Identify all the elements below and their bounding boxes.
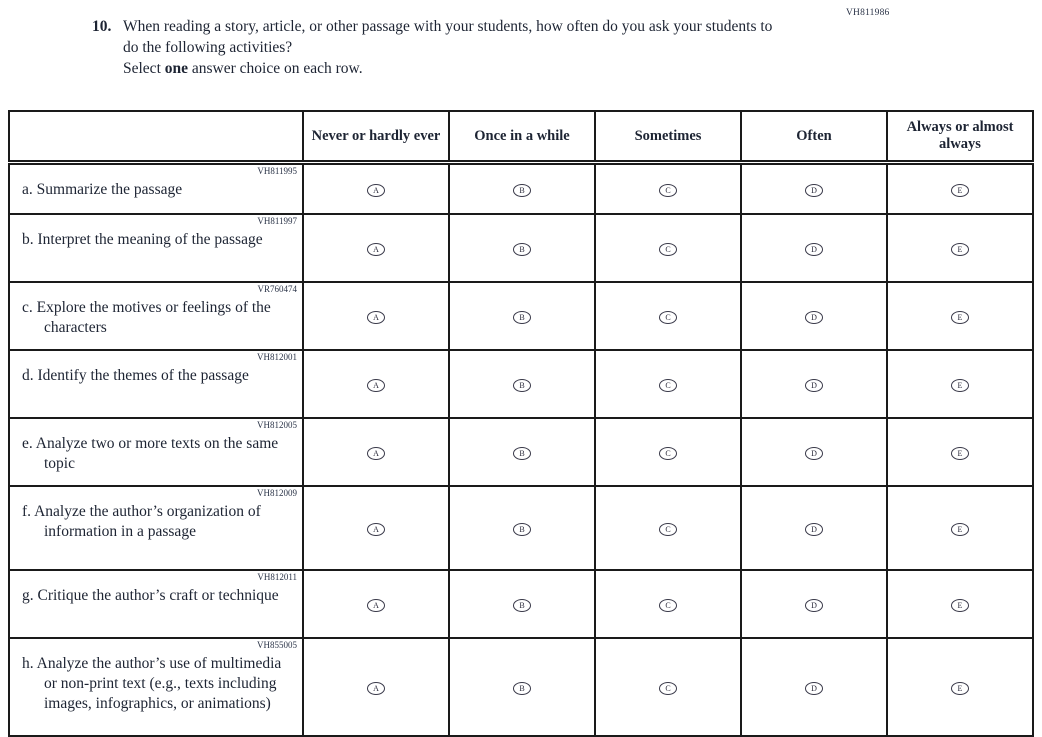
row-letter: h.: [22, 654, 34, 672]
row-item-code: VH855005: [257, 640, 297, 650]
answer-cell-c-A: [303, 282, 449, 350]
answer-bubble-d-D[interactable]: D: [805, 379, 823, 392]
answer-cell-a-B: [449, 163, 595, 215]
answer-bubble-c-A[interactable]: A: [367, 311, 385, 324]
answer-bubble-a-B[interactable]: B: [513, 184, 531, 197]
instruction-prefix: Select: [123, 60, 165, 77]
row-label-cell: [9, 570, 303, 638]
answer-bubble-h-D[interactable]: D: [805, 682, 823, 695]
table-row-a: [9, 163, 1033, 215]
answer-cell-h-C: [595, 638, 741, 736]
row-label: [10, 295, 302, 344]
answer-bubble-a-A[interactable]: A: [367, 184, 385, 197]
answer-cell-e-A: [303, 418, 449, 486]
answer-bubble-d-B[interactable]: B: [513, 379, 531, 392]
answer-cell-g-C: [595, 570, 741, 638]
matrix-header-row: [9, 111, 1033, 163]
row-letter: e.: [22, 434, 33, 452]
answer-cell-d-C: [595, 350, 741, 418]
answer-cell-c-D: [741, 282, 887, 350]
column-header: Sometimes: [595, 111, 741, 163]
row-label: [10, 651, 302, 720]
column-header: Never or hardly ever: [303, 111, 449, 163]
row-label-text: Explore the motives or feelings of the characters: [36, 298, 271, 337]
row-letter: f.: [22, 502, 32, 520]
row-label-cell: [9, 163, 303, 215]
row-label: [10, 431, 302, 480]
row-letter: a.: [22, 180, 33, 198]
row-label: [10, 177, 302, 206]
row-label: [10, 363, 302, 392]
answer-cell-f-D: [741, 486, 887, 570]
answer-bubble-e-D[interactable]: D: [805, 447, 823, 460]
table-row-f: [9, 486, 1033, 570]
answer-matrix-table: [8, 110, 1034, 737]
answer-bubble-c-B[interactable]: B: [513, 311, 531, 324]
matrix-corner-cell: [9, 111, 303, 163]
answer-cell-c-C: [595, 282, 741, 350]
row-label-cell: [9, 638, 303, 736]
answer-cell-e-C: [595, 418, 741, 486]
answer-bubble-g-D[interactable]: D: [805, 599, 823, 612]
row-label: [10, 227, 302, 256]
page-accession-code: VH811986: [846, 8, 890, 18]
answer-bubble-d-E[interactable]: E: [951, 379, 969, 392]
row-letter: d.: [22, 366, 34, 384]
table-row-g: [9, 570, 1033, 638]
question-instruction: [123, 60, 363, 78]
answer-cell-a-D: [741, 163, 887, 215]
row-letter: g.: [22, 586, 34, 604]
row-label-text: Analyze the author’s organization of information in a passage: [34, 502, 261, 541]
row-item-code: VH812009: [257, 488, 297, 498]
table-row-b: [9, 214, 1033, 282]
row-label-text: Summarize the passage: [36, 180, 183, 198]
answer-bubble-g-E[interactable]: E: [951, 599, 969, 612]
table-row-h: [9, 638, 1033, 736]
answer-bubble-h-E[interactable]: E: [951, 682, 969, 695]
answer-cell-b-A: [303, 214, 449, 282]
answer-bubble-b-C[interactable]: C: [659, 243, 677, 256]
answer-cell-d-D: [741, 350, 887, 418]
row-item-code: VH811995: [257, 166, 297, 176]
column-header: Often: [741, 111, 887, 163]
answer-cell-f-B: [449, 486, 595, 570]
row-label-text: Analyze two or more texts on the same topic: [35, 434, 279, 473]
question-text: When reading a story, article, or other passage with your students, how often do you ask your students to do the following activities?: [123, 18, 773, 56]
row-label-cell: [9, 418, 303, 486]
answer-bubble-f-A[interactable]: A: [367, 523, 385, 536]
table-row-e: [9, 418, 1033, 486]
answer-bubble-c-C[interactable]: C: [659, 311, 677, 324]
row-label-text: Analyze the author’s use of multimedia or non-print text (e.g., texts including images, infographics, or animations): [36, 654, 282, 713]
answer-cell-b-C: [595, 214, 741, 282]
row-label-text: Identify the themes of the passage: [37, 366, 249, 384]
answer-bubble-f-E[interactable]: E: [951, 523, 969, 536]
matrix-body: [9, 163, 1033, 737]
row-item-code: VH811997: [257, 216, 297, 226]
answer-cell-h-B: [449, 638, 595, 736]
column-header: Once in a while: [449, 111, 595, 163]
row-label-cell: [9, 214, 303, 282]
row-item-code: VH812011: [257, 572, 297, 582]
answer-bubble-b-E[interactable]: E: [951, 243, 969, 256]
answer-bubble-e-C[interactable]: C: [659, 447, 677, 460]
row-label: [10, 499, 302, 548]
row-label-cell: [9, 282, 303, 350]
table-row-c: [9, 282, 1033, 350]
answer-cell-f-C: [595, 486, 741, 570]
row-letter: c.: [22, 298, 33, 316]
answer-bubble-b-B[interactable]: B: [513, 243, 531, 256]
answer-bubble-b-D[interactable]: D: [805, 243, 823, 256]
answer-cell-g-E: [887, 570, 1033, 638]
answer-bubble-d-A[interactable]: A: [367, 379, 385, 392]
row-item-code: VH812005: [257, 420, 297, 430]
instruction-bold-word: one: [164, 60, 188, 77]
answer-cell-e-B: [449, 418, 595, 486]
answer-bubble-f-D[interactable]: D: [805, 523, 823, 536]
answer-bubble-g-C[interactable]: C: [659, 599, 677, 612]
answer-bubble-e-B[interactable]: B: [513, 447, 531, 460]
answer-bubble-h-B[interactable]: B: [513, 682, 531, 695]
answer-cell-a-C: [595, 163, 741, 215]
row-letter: b.: [22, 230, 34, 248]
row-label-text: Interpret the meaning of the passage: [37, 230, 263, 248]
answer-cell-e-D: [741, 418, 887, 486]
answer-cell-c-B: [449, 282, 595, 350]
answer-bubble-e-A[interactable]: A: [367, 447, 385, 460]
answer-bubble-e-E[interactable]: E: [951, 447, 969, 460]
answer-cell-h-D: [741, 638, 887, 736]
answer-bubble-f-C[interactable]: C: [659, 523, 677, 536]
answer-cell-d-E: [887, 350, 1033, 418]
answer-cell-d-B: [449, 350, 595, 418]
answer-cell-a-E: [887, 163, 1033, 215]
row-label-cell: [9, 486, 303, 570]
answer-cell-h-A: [303, 638, 449, 736]
answer-cell-a-A: [303, 163, 449, 215]
column-header: Always or almost always: [887, 111, 1033, 163]
answer-bubble-a-E[interactable]: E: [951, 184, 969, 197]
answer-cell-b-E: [887, 214, 1033, 282]
row-label: [10, 583, 302, 612]
answer-bubble-h-C[interactable]: C: [659, 682, 677, 695]
answer-cell-e-E: [887, 418, 1033, 486]
answer-cell-g-A: [303, 570, 449, 638]
answer-cell-d-A: [303, 350, 449, 418]
answer-bubble-g-A[interactable]: A: [367, 599, 385, 612]
answer-bubble-b-A[interactable]: A: [367, 243, 385, 256]
answer-cell-b-D: [741, 214, 887, 282]
row-item-code: VR760474: [257, 284, 297, 294]
row-label-text: Critique the author’s craft or technique: [37, 586, 279, 604]
row-label-cell: [9, 350, 303, 418]
answer-bubble-c-E[interactable]: E: [951, 311, 969, 324]
question-number: 10.: [92, 18, 112, 35]
answer-cell-c-E: [887, 282, 1033, 350]
question-block: [92, 17, 832, 59]
answer-bubble-g-B[interactable]: B: [513, 599, 531, 612]
answer-bubble-d-C[interactable]: C: [659, 379, 677, 392]
answer-cell-g-B: [449, 570, 595, 638]
answer-bubble-h-A[interactable]: A: [367, 682, 385, 695]
answer-cell-h-E: [887, 638, 1033, 736]
answer-cell-f-E: [887, 486, 1033, 570]
answer-cell-f-A: [303, 486, 449, 570]
answer-bubble-f-B[interactable]: B: [513, 523, 531, 536]
table-row-d: [9, 350, 1033, 418]
instruction-suffix: answer choice on each row.: [188, 60, 363, 77]
answer-bubble-a-D[interactable]: D: [805, 184, 823, 197]
answer-bubble-c-D[interactable]: D: [805, 311, 823, 324]
answer-cell-g-D: [741, 570, 887, 638]
row-item-code: VH812001: [257, 352, 297, 362]
answer-cell-b-B: [449, 214, 595, 282]
answer-bubble-a-C[interactable]: C: [659, 184, 677, 197]
